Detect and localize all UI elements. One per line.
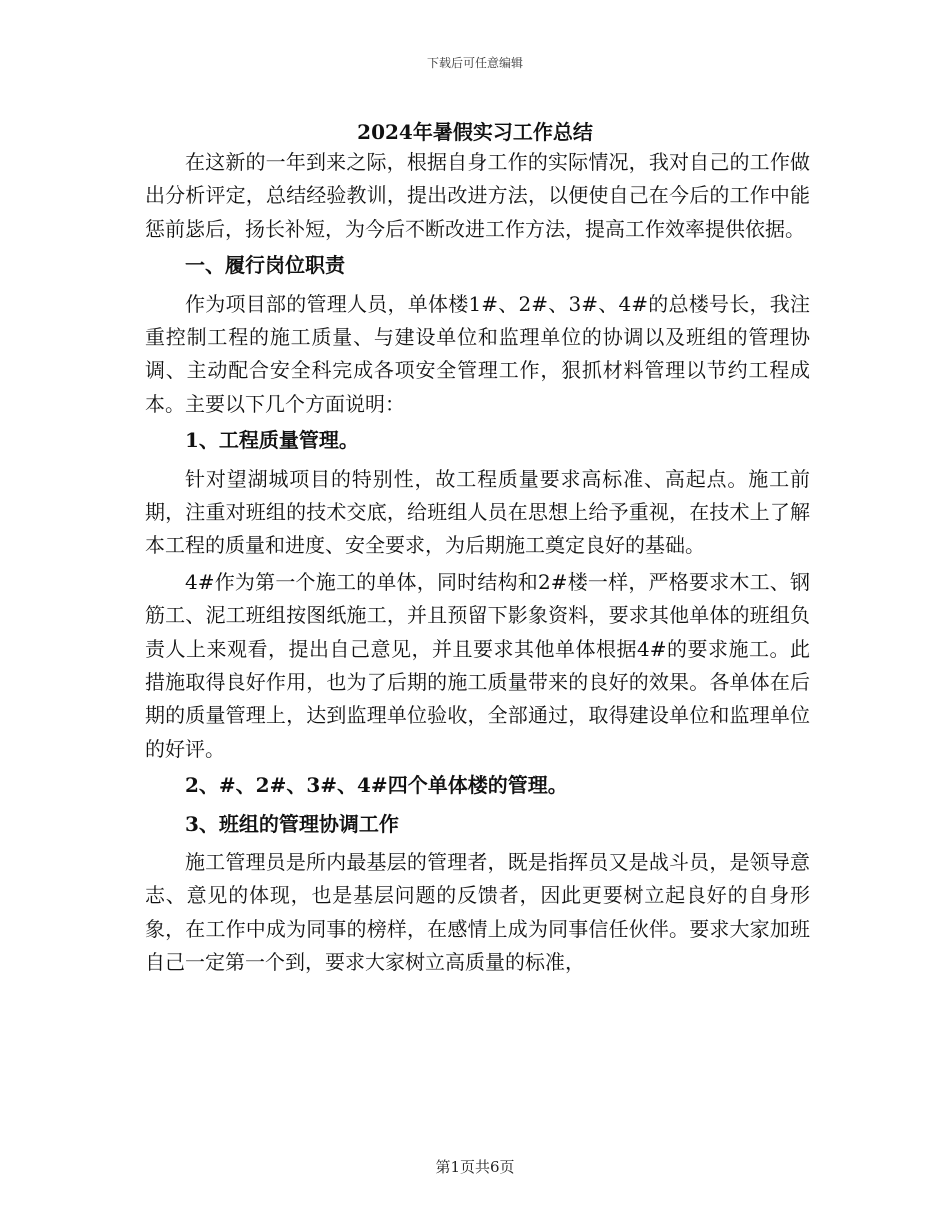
subsection-heading-buildings: 2、#、2#、3#、4#四个单体楼的管理。 [185, 773, 568, 798]
section-heading-duties: 一、履行岗位职责 [185, 253, 345, 278]
subsection-heading-teams: 3、班组的管理协调工作 [185, 811, 399, 836]
quality-paragraph-2: 4#作为第一个施工的单体，同时结构和2#楼一样，严格要求木工、钢筋工、泥工班组按图纸施工，并且预留下影象资料，要求其他单体的班组负责人上来观看，提出自己意见，并且要求其他单体根据4#的要求施工。此措施取得良好作用，也为了后期的施工质量带来的良好的效果。各单体在后期的质量管理上，达到监理单位验收，全部通过，取得建设单位和监理单位的好评。 [145, 570, 810, 761]
intro-paragraph: 在这新的一年到来之际，根据自身工作的实际情况，我对自己的工作做出分析评定，总结经验教训，提出改进方法，以便使自己在今后的工作中能惩前毖后，扬长补短，为今后不断改进工作方法，提高工作效率提供依据。 [145, 150, 810, 241]
teams-paragraph: 施工管理员是所内最基层的管理者，既是指挥员又是战斗员，是领导意志、意见的体现，也是基层问题的反馈者，因此更要树立起良好的自身形象，在工作中成为同事的榜样，在感情上成为同事信任伙伴。要求大家加班自己一定第一个到，要求大家树立高质量的标准， [145, 849, 810, 974]
page-footer: 第1页共6页 [435, 1158, 515, 1176]
subsection-heading-quality: 1、工程质量管理。 [185, 428, 359, 453]
duties-paragraph: 作为项目部的管理人员，单体楼1#、2#、3#、4#的总楼号长，我注重控制工程的施工质量、与建设单位和监理单位的协调以及班组的管理协调、主动配合安全科完成各项安全管理工作，狠抓材料管理以节约工程成本。主要以下几个方面说明： [145, 291, 810, 416]
document-body [145, 146, 810, 983]
header-note: 下载后可任意编辑 [426, 56, 523, 70]
quality-paragraph-1: 针对望湖城项目的特别性，故工程质量要求高标准、高起点。施工前期，注重对班组的技术交底，给班组人员在思想上给予重视，在技术上了解本工程的质量和进度、安全要求，为后期施工奠定良好的基础。 [145, 466, 810, 558]
document-title: 2024年暑假实习工作总结 [357, 120, 593, 144]
